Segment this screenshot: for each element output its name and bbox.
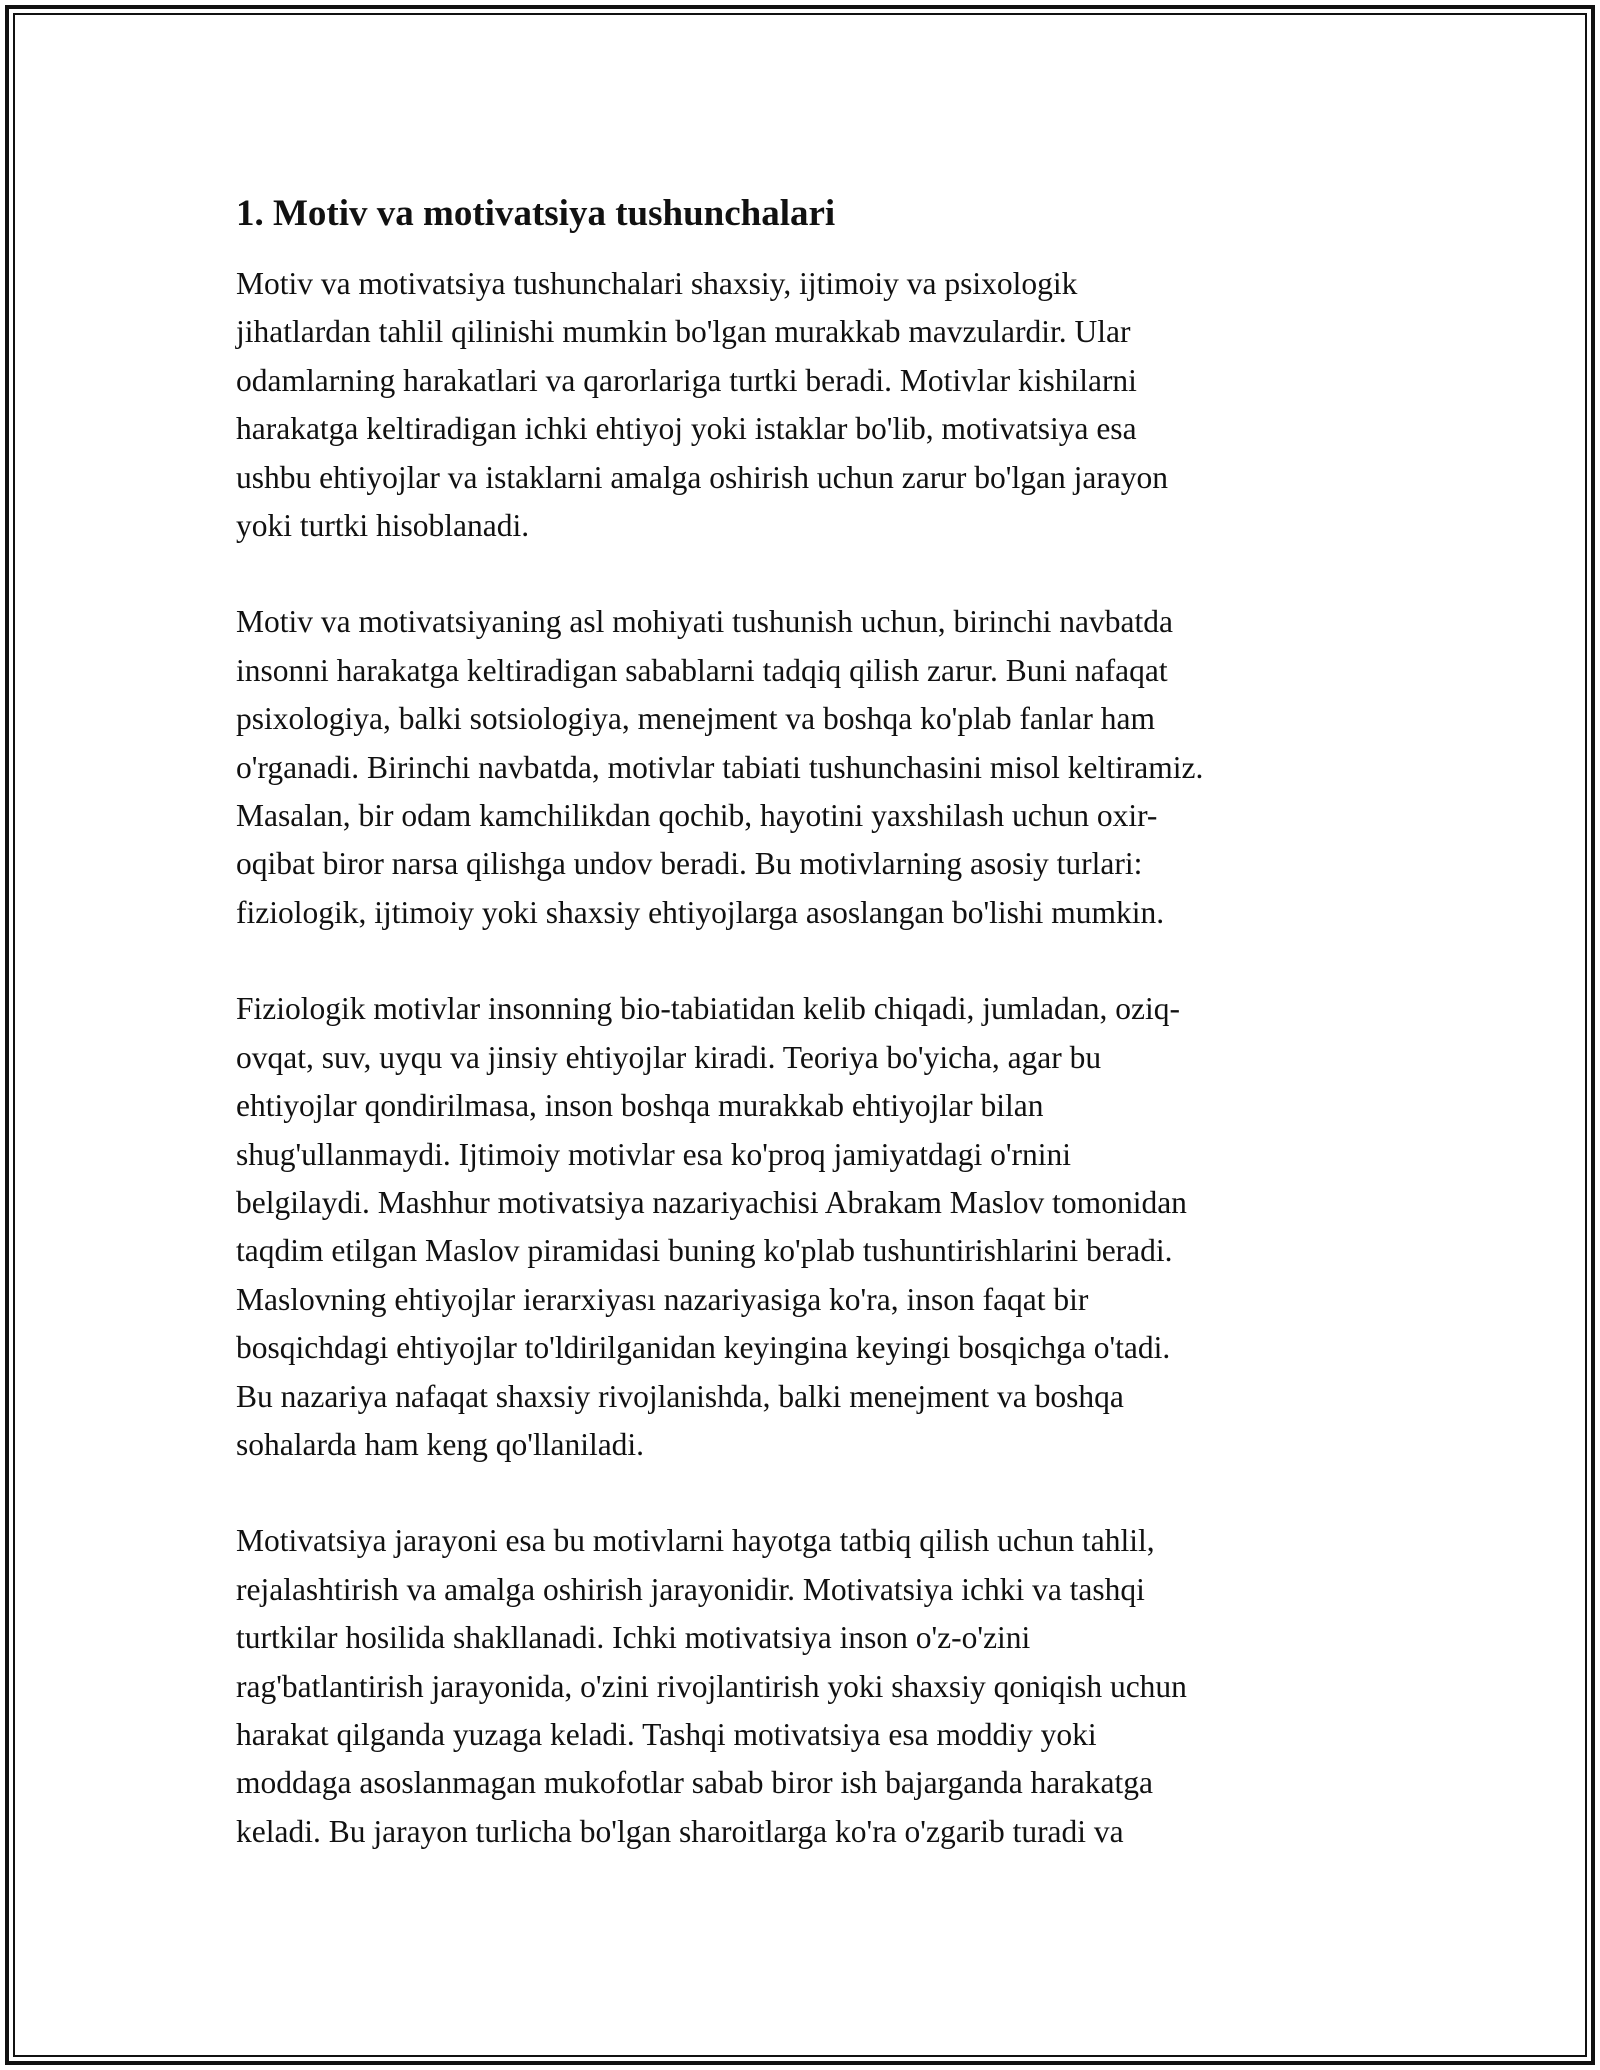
text-line: Fiziologik motivlar insonning bio-tabiatidan kelib chiqadi, jumladan, oziq- (236, 991, 1180, 1027)
text-line: insonni harakatga keltiradigan sabablarni tadqiq qilish zarur. Buni nafaqat (236, 652, 1168, 688)
text-line: sohalarda ham keng qo'llaniladi. (236, 1426, 645, 1462)
text-line: Bu nazariya nafaqat shaxsiy rivojlanishda, balki menejment va boshqa (236, 1378, 1124, 1414)
text-line: fiziologik, ijtimoiy yoki shaxsiy ehtiyojlarga asoslangan bo'lishi mumkin. (236, 894, 1165, 930)
text-line: Maslovning ehtiyojlar ierarxiyası nazariyasiga ko'ra, inson faqat bir (236, 1281, 1089, 1317)
paragraph-4 (236, 1517, 1376, 1856)
text-line: ehtiyojlar qondirilmasa, inson boshqa murakkab ehtiyojlar bilan (236, 1088, 1044, 1124)
text-line: o'rganadi. Birinchi navbatda, motivlar tabiati tushunchasini misol keltiramiz. (236, 749, 1204, 785)
text-line: rejalashtirish va amalga oshirish jarayonidir. Motivatsiya ichki va tashqi (236, 1571, 1145, 1607)
document-body (236, 186, 1376, 1904)
text-line: odamlarning harakatlari va qarorlariga turtki beradi. Motivlar kishilarni (236, 362, 1137, 398)
text-line: harakat qilganda yuzaga keladi. Tashqi motivatsiya esa moddiy yoki (236, 1716, 1097, 1752)
text-line: rag'batlantirish jarayonida, o'zini rivojlantirish yoki shaxsiy qoniqish uchun (236, 1668, 1187, 1704)
text-line: bosqichdagi ehtiyojlar to'ldirilganidan keyingina keyingi bosqichga o'tadi. (236, 1330, 1171, 1366)
text-line: keladi. Bu jarayon turlicha bo'lgan sharoitlarga ko'ra o'zgarib turadi va (236, 1813, 1124, 1849)
paragraph-1 (236, 260, 1376, 550)
text-line: Motiv va motivatsiyaning asl mohiyati tushunish uchun, birinchi navbatda (236, 604, 1174, 640)
text-line: psixologiya, balki sotsiologiya, menejment va boshqa ko'plab fanlar ham (236, 701, 1155, 737)
text-line: moddaga asoslanmagan mukofotlar sabab biror ish bajarganda harakatga (236, 1765, 1153, 1801)
section-heading: 1. Motiv va motivatsiya tushunchalari (236, 193, 836, 234)
text-line: harakatga keltiradigan ichki ehtiyoj yoki istaklar bo'lib, motivatsiya esa (236, 411, 1137, 447)
text-line: ovqat, suv, uyqu va jinsiy ehtiyojlar kiradi. Teoriya bo'yicha, agar bu (236, 1039, 1102, 1075)
text-line: ushbu ehtiyojlar va istaklarni amalga oshirish uchun zarur bo'lgan jarayon (236, 459, 1169, 495)
text-line: turtkilar hosilida shakllanadi. Ichki motivatsiya inson o'z-o'zini (236, 1620, 1031, 1656)
text-line: shug'ullanmaydi. Ijtimoiy motivlar esa ko'proq jamiyatdagi o'rnini (236, 1136, 1072, 1172)
text-line: taqdim etilgan Maslov piramidasi buning ko'plab tushuntirishlarini beradi. (236, 1233, 1173, 1269)
paragraph-3 (236, 985, 1376, 1469)
text-line: belgilaydi. Mashhur motivatsiya nazariyachisi Abrakam Maslov tomonidan (236, 1184, 1187, 1220)
text-line: jihatlardan tahlil qilinishi mumkin bo'lgan murakkab mavzulardir. Ular (236, 314, 1131, 350)
text-line: yoki turtki hisoblanadi. (236, 508, 530, 544)
text-line: Motiv va motivatsiya tushunchalari shaxsiy, ijtimoiy va psixologik (236, 266, 1078, 301)
text-line: Masalan, bir odam kamchilikdan qochib, hayotini yaxshilash uchun oxir- (236, 798, 1158, 834)
text-line: oqibat biror narsa qilishga undov beradi. Bu motivlarning asosiy turlari: (236, 846, 1143, 882)
paragraph-2 (236, 598, 1376, 937)
text-line: Motivatsiya jarayoni esa bu motivlarni hayotga tatbiq qilish uchun tahlil, (236, 1523, 1155, 1559)
